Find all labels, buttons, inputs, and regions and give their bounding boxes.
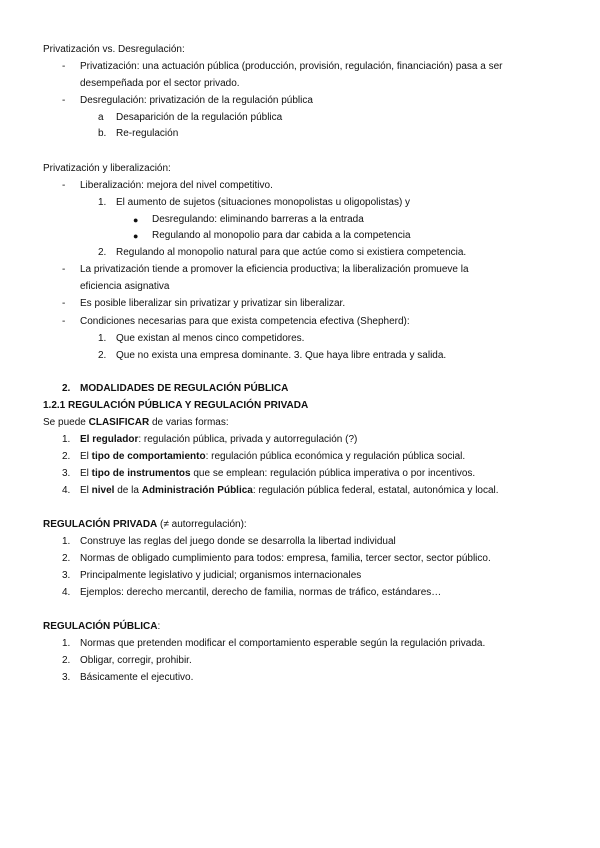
item-text: : regulación pública federal, estatal, autonómica y local. [252,485,499,496]
numbered-item [80,468,475,480]
numbered-item [80,451,465,463]
number-marker: 3. [62,570,71,581]
number-marker: 2. [62,655,71,666]
heading-number: 2. [62,383,71,394]
numbered-item: Ejemplos: derecho mercantil, derecho de familia, normas de tráfico, estándares… [80,587,442,598]
dash-marker: - [62,61,66,72]
title-text: : [157,621,161,632]
list-item: Liberalización: mejora del nivel competitivo. [80,180,273,191]
number-marker: 3. [62,468,71,479]
letter-marker: b. [98,128,107,139]
dash-marker: - [62,264,66,275]
intro-line [43,417,229,429]
list-item: Privatización: una actuación pública (producción, provisión, regulación, financiación) pasa a ser [80,61,503,72]
numbered-item: Principalmente legislativo y judicial; organismos internacionales [80,570,362,581]
bullet-item: Regulando al monopolio para dar cabida a la competencia [152,230,411,241]
intro-text: de varias formas: [149,417,229,428]
dash-marker: - [62,95,66,106]
number-marker: 2. [98,350,107,361]
title-text: (≠ autorregulación): [157,519,247,530]
dash-marker: - [62,180,66,191]
bullet-marker: ● [133,231,139,241]
section-title-regulacion-publica [43,621,160,633]
number-marker: 3. [62,672,71,683]
bold-term: tipo de comportamiento [91,451,206,462]
item-text: : regulación pública económica y regulación pública social. [205,451,466,462]
intro-bold: CLASIFICAR [88,417,150,428]
list-item: Desregulación: privatización de la regulación pública [80,95,313,106]
intro-text: Se puede [43,417,89,428]
number-marker: 1. [98,197,107,208]
numbered-item: Regulando al monopolio natural para que actúe como si existiera competencia. [116,247,467,258]
number-marker: 2. [62,553,71,564]
numbered-item: Que no exista una empresa dominante. 3. Que haya libre entrada y salida. [116,350,447,361]
numbered-item: Construye las reglas del juego donde se desarrolla la libertad individual [80,536,396,547]
number-marker: 2. [62,451,71,462]
numbered-item: Que existan al menos cinco competidores. [116,333,305,344]
bold-term: Administración Pública [141,485,253,496]
item-text: El [80,468,92,479]
numbered-item: El aumento de sujetos (situaciones monopolistas u oligopolistas) y [116,197,411,208]
bullet-item: Desregulando: eliminando barreras a la entrada [152,214,364,225]
heading-modalidades: MODALIDADES DE REGULACIÓN PÚBLICA [80,383,289,394]
item-text: El [80,485,92,496]
list-item-continuation: eficiencia asignativa [80,281,170,292]
numbered-item: Normas que pretenden modificar el comportamiento esperable según la regulación privada. [80,638,486,649]
numbered-item [80,485,499,497]
section-title-privatizacion-desregulacion: Privatización vs. Desregulación: [43,44,185,55]
number-marker: 4. [62,485,71,496]
bold-term: tipo de instrumentos [91,468,191,479]
dash-marker: - [62,316,66,327]
numbered-item: Obligar, corregir, prohibir. [80,655,192,666]
list-item-continuation: desempeñada por el sector privado. [80,78,240,89]
bold-term: El regulador [80,434,139,445]
number-marker: 2. [98,247,107,258]
section-title-regulacion-privada [43,519,247,531]
bullet-marker: ● [133,215,139,225]
sub-item: Re-regulación [116,128,179,139]
dash-marker: - [62,298,66,309]
title-bold: REGULACIÓN PRIVADA [43,519,158,530]
list-item: Condiciones necesarias para que exista competencia efectiva (Shepherd): [80,316,410,327]
list-item: La privatización tiende a promover la eficiencia productiva; la liberalización promueve la [80,264,469,275]
section-title-liberalizacion: Privatización y liberalización: [43,163,171,174]
item-text: que se emplean: regulación pública imperativa o por incentivos. [190,468,476,479]
numbered-item: Normas de obligado cumplimiento para todos: empresa, familia, tercer sector, sector público. [80,553,491,564]
subheading-regulacion: 1.2.1 REGULACIÓN PÚBLICA Y REGULACIÓN PRIVADA [43,400,309,411]
title-bold: REGULACIÓN PÚBLICA [43,621,158,632]
item-text: El [80,451,92,462]
item-text: : regulación pública, privada y autorregulación (?) [138,434,358,445]
item-text: de la [114,485,142,496]
number-marker: 1. [62,434,71,445]
list-item: Es posible liberalizar sin privatizar y privatizar sin liberalizar. [80,298,346,309]
number-marker: 4. [62,587,71,598]
bold-term: nivel [91,485,115,496]
letter-marker: a [98,112,104,123]
number-marker: 1. [62,536,71,547]
sub-item: Desaparición de la regulación pública [116,112,283,123]
number-marker: 1. [98,333,107,344]
numbered-item [80,434,357,446]
numbered-item: Básicamente el ejecutivo. [80,672,194,683]
number-marker: 1. [62,638,71,649]
